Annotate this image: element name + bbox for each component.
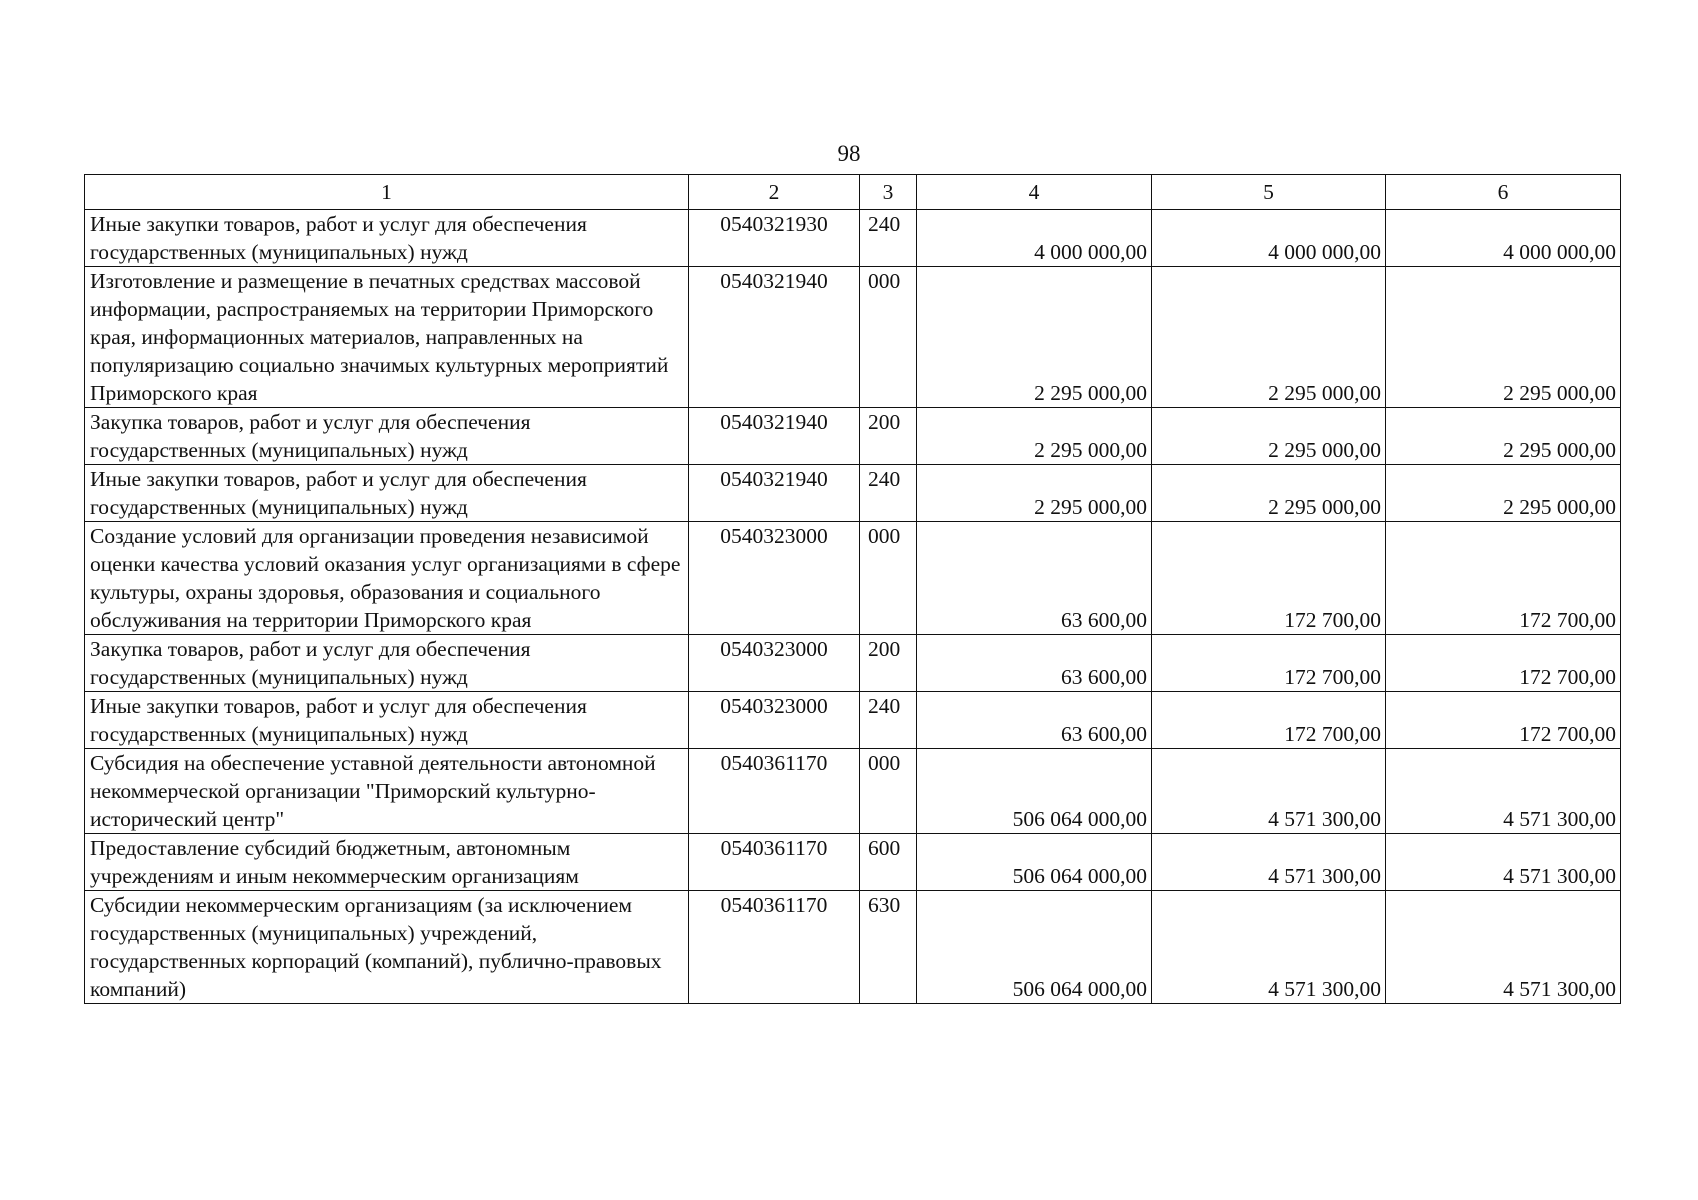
column-number-2: 2 (689, 175, 860, 210)
amount-col-5: 2 295 000,00 (1152, 408, 1386, 465)
target-article-code: 0540321940 (689, 267, 860, 408)
amount-col-6: 2 295 000,00 (1386, 408, 1621, 465)
table-row (85, 692, 1621, 749)
amount-col-6: 172 700,00 (1386, 522, 1621, 635)
table-row (85, 891, 1621, 1004)
column-number-5: 5 (1152, 175, 1386, 210)
target-article-code: 0540321940 (689, 465, 860, 522)
amount-col-5: 172 700,00 (1152, 522, 1386, 635)
column-number-3: 3 (860, 175, 917, 210)
expense-name: Закупка товаров, работ и услуг для обеспечения государственных (муниципальных) нужд (85, 408, 689, 465)
amount-col-4: 2 295 000,00 (917, 465, 1152, 522)
amount-col-4: 2 295 000,00 (917, 408, 1152, 465)
expense-type-code: 200 (860, 635, 917, 692)
column-number-1: 1 (85, 175, 689, 210)
amount-col-5: 2 295 000,00 (1152, 267, 1386, 408)
target-article-code: 0540361170 (689, 834, 860, 891)
table-row (85, 465, 1621, 522)
expense-type-code: 240 (860, 465, 917, 522)
amount-col-4: 506 064 000,00 (917, 891, 1152, 1004)
amount-col-4: 506 064 000,00 (917, 749, 1152, 834)
expense-type-code: 630 (860, 891, 917, 1004)
expense-name: Создание условий для организации проведения независимой оценки качества условий оказания услуг организациями в сфере культуры, охраны здоровья, образования и социального обслуживания на территории Приморского края (85, 522, 689, 635)
column-number-6: 6 (1386, 175, 1621, 210)
expense-type-code: 240 (860, 210, 917, 267)
table-row (85, 210, 1621, 267)
amount-col-6: 4 571 300,00 (1386, 749, 1621, 834)
table-row (85, 834, 1621, 891)
budget-table (84, 174, 1621, 1004)
amount-col-6: 2 295 000,00 (1386, 465, 1621, 522)
table-row (85, 267, 1621, 408)
amount-col-5: 172 700,00 (1152, 692, 1386, 749)
amount-col-6: 172 700,00 (1386, 692, 1621, 749)
amount-col-5: 4 571 300,00 (1152, 749, 1386, 834)
target-article-code: 0540321930 (689, 210, 860, 267)
amount-col-5: 4 571 300,00 (1152, 834, 1386, 891)
amount-col-4: 63 600,00 (917, 635, 1152, 692)
expense-name: Субсидии некоммерческим организациям (за исключением государственных (муниципальных) учреждений, государственных корпораций (компаний), публично-правовых компаний) (85, 891, 689, 1004)
target-article-code: 0540323000 (689, 522, 860, 635)
target-article-code: 0540323000 (689, 635, 860, 692)
expense-name: Изготовление и размещение в печатных средствах массовой информации, распространяемых на территории Приморского края, информационных материалов, направленных на популяризацию социально значимых культурных мероприятий Приморского края (85, 267, 689, 408)
target-article-code: 0540361170 (689, 891, 860, 1004)
expense-type-code: 600 (860, 834, 917, 891)
expense-type-code: 200 (860, 408, 917, 465)
amount-col-5: 2 295 000,00 (1152, 465, 1386, 522)
amount-col-4: 63 600,00 (917, 522, 1152, 635)
amount-col-4: 63 600,00 (917, 692, 1152, 749)
expense-name: Иные закупки товаров, работ и услуг для обеспечения государственных (муниципальных) нужд (85, 465, 689, 522)
amount-col-4: 506 064 000,00 (917, 834, 1152, 891)
table-header-row (85, 175, 1621, 210)
expense-type-code: 000 (860, 749, 917, 834)
target-article-code: 0540323000 (689, 692, 860, 749)
amount-col-6: 4 571 300,00 (1386, 834, 1621, 891)
amount-col-6: 172 700,00 (1386, 635, 1621, 692)
table-row (85, 522, 1621, 635)
amount-col-5: 4 000 000,00 (1152, 210, 1386, 267)
expense-type-code: 000 (860, 522, 917, 635)
expense-name: Субсидия на обеспечение уставной деятельности автономной некоммерческой организации "Приморский культурно-исторический центр" (85, 749, 689, 834)
expense-type-code: 000 (860, 267, 917, 408)
table-row (85, 408, 1621, 465)
amount-col-6: 4 000 000,00 (1386, 210, 1621, 267)
table-row (85, 749, 1621, 834)
amount-col-6: 4 571 300,00 (1386, 891, 1621, 1004)
amount-col-6: 2 295 000,00 (1386, 267, 1621, 408)
expense-name: Закупка товаров, работ и услуг для обеспечения государственных (муниципальных) нужд (85, 635, 689, 692)
amount-col-5: 172 700,00 (1152, 635, 1386, 692)
table-row (85, 635, 1621, 692)
expense-type-code: 240 (860, 692, 917, 749)
amount-col-5: 4 571 300,00 (1152, 891, 1386, 1004)
target-article-code: 0540361170 (689, 749, 860, 834)
page-number: 98 (837, 141, 861, 166)
expense-name: Иные закупки товаров, работ и услуг для обеспечения государственных (муниципальных) нужд (85, 210, 689, 267)
expense-name: Иные закупки товаров, работ и услуг для обеспечения государственных (муниципальных) нужд (85, 692, 689, 749)
target-article-code: 0540321940 (689, 408, 860, 465)
amount-col-4: 4 000 000,00 (917, 210, 1152, 267)
column-number-4: 4 (917, 175, 1152, 210)
expense-name: Предоставление субсидий бюджетным, автономным учреждениям и иным некоммерческим организациям (85, 834, 689, 891)
amount-col-4: 2 295 000,00 (917, 267, 1152, 408)
